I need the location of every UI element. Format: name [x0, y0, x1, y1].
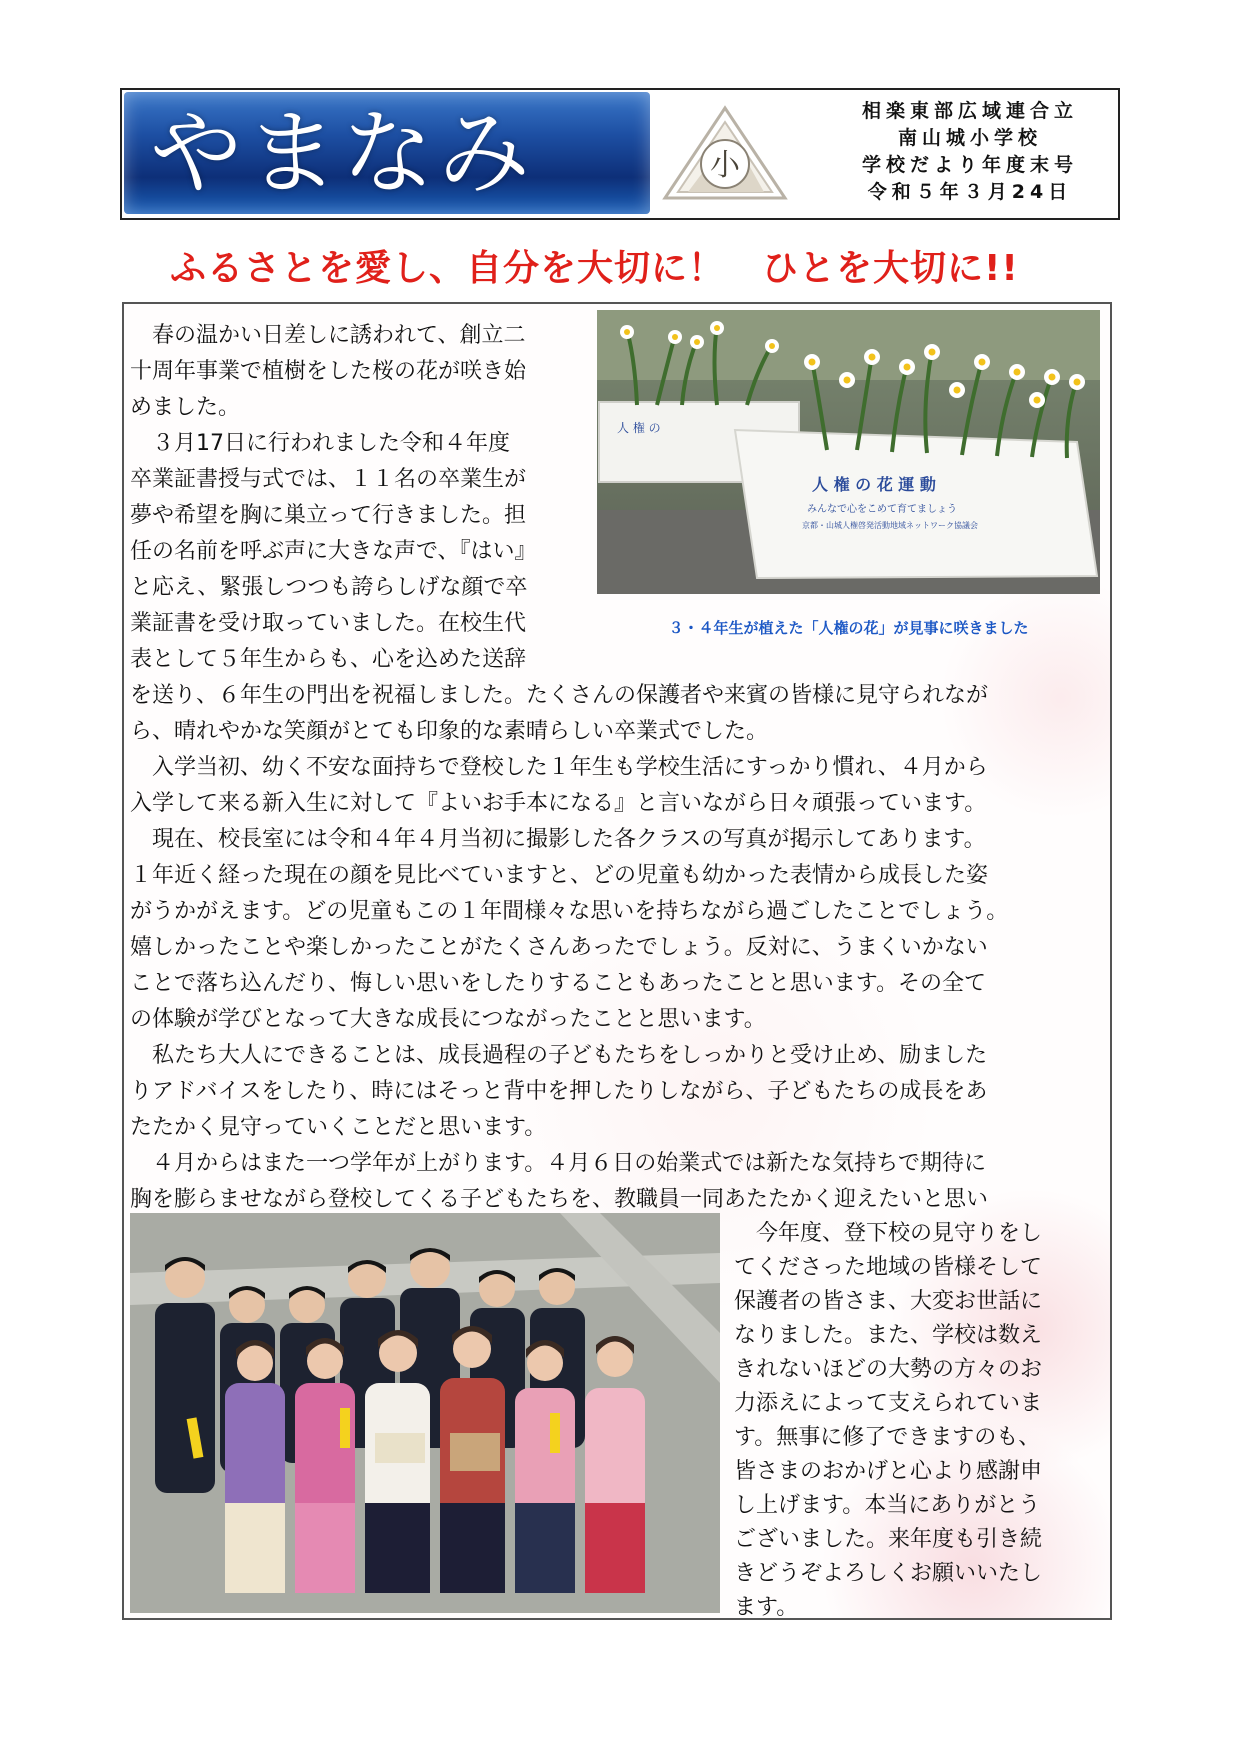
- article-line: 入学当初、幼く不安な面持ちで登校した１年生も学校生活にすっかり慣れ、４月から: [130, 755, 988, 780]
- back-planter-label: 人 権 の: [617, 421, 661, 435]
- article-line: りアドバイスをしたり、時にはそっと背中を押したりしながら、子どもたちの成長をあ: [130, 1079, 988, 1104]
- article-line: ら、晴れやかな笑顔がとても印象的な素晴らしい卒業式でした。: [130, 719, 769, 744]
- thanks-line: 力添えによって支えられていま: [734, 1391, 1043, 1416]
- article-intro-line: と応え、緊張しつつも誇らしげな顔で卒: [130, 575, 528, 600]
- thanks-line: きれないほどの大勢の方々のお: [734, 1357, 1043, 1382]
- article-intro-line: 業証書を受け取っていました。在校生代: [130, 611, 527, 636]
- thanks-line: きどうぞよろしくお願いいたし: [734, 1561, 1043, 1586]
- graduates-group-photo: [130, 1213, 720, 1613]
- school-info: [830, 98, 1110, 210]
- article-line: 私たち大人にできることは、成長過程の子どもたちをしっかりと受け止め、励ました: [130, 1043, 988, 1068]
- thanks-line: す。無事に修了できますのも、: [734, 1425, 1041, 1450]
- article-intro-line: 春の温かい日差しに誘われて、創立二: [130, 323, 526, 348]
- article-line: ４月からはまた一つ学年が上がります。４月６日の始業式では新たな気持ちで期待に: [130, 1151, 987, 1176]
- article-line: たたかく見守っていくことだと思います。: [130, 1115, 547, 1140]
- article-line: 入学して来る新入生に対して『よいお手本になる』と言いながら日々頑張っています。: [130, 791, 987, 816]
- article-intro-line: 卒業証書授与式では、１１名の卒業生が: [130, 467, 527, 492]
- thanks-line: し上げます。本当にありがとう: [734, 1493, 1041, 1518]
- issue-name: 学校だより年度末号: [861, 154, 1078, 176]
- issue-date: 令和５年３月24日: [867, 181, 1073, 203]
- photo-caption: ３・４年生が植えた「人権の花」が見事に咲きました: [668, 619, 1029, 637]
- planter-label-sub: みんなで心をこめて育てましょう: [807, 504, 957, 515]
- article-line: がうかがえます。どの児童もこの１年間様々な思いを持ちながら過ごしたことでしょう。: [130, 899, 1009, 924]
- article-line: 胸を膨らませながら登校してくる子どもたちを、教職員一同あたたかく迎えたいと思い: [130, 1187, 989, 1212]
- planter-label-main: 人 権 の 花 運 動: [812, 475, 936, 494]
- article-line: 現在、校長室には令和４年４月当初に撮影した各クラスの写真が掲示してあります。: [130, 827, 986, 852]
- planter-label-org: 京都・山城人権啓発活動地域ネットワーク協議会: [802, 521, 978, 530]
- article-line: 嬉しかったことや楽しかったことがたくさんあったでしょう。反対に、うまくいかない: [130, 935, 988, 960]
- thanks-line: 皆さまのおかげと心より感謝申: [734, 1459, 1043, 1484]
- flower-planter-photo: [597, 310, 1100, 594]
- thanks-line: ございました。来年度も引き続: [734, 1527, 1043, 1552]
- article-intro-line: 夢や希望を胸に巣立って行きました。担: [130, 503, 527, 528]
- thanks-line: 今年度、登下校の見守りをし: [734, 1221, 1043, 1246]
- newsletter-title: やまなみ: [150, 100, 535, 207]
- article-intro-line: 十周年事業で植樹をした桜の花が咲き始: [130, 359, 527, 384]
- article-line: １年近く経った現在の顔を見比べていますと、どの児童も幼かった表情から成長した姿: [130, 863, 989, 888]
- article-intro-line: ３月17日に行われました令和４年度: [130, 431, 510, 456]
- thanks-line: なりました。また、学校は数え: [734, 1323, 1043, 1348]
- school-name: 南山城小学校: [897, 127, 1042, 149]
- emblem-char: 小: [710, 148, 740, 183]
- article-intro-line: 表として５年生からも、心を込めた送辞: [130, 647, 527, 672]
- article-line: ことで落ち込んだり、悔しい思いをしたりすることもあったことと思います。その全て: [130, 971, 987, 996]
- school-motto: ふるさとを愛し、自分を大切に！ ひとを大切に!!: [170, 248, 1019, 289]
- school-emblem-icon: [660, 100, 790, 210]
- thanks-line: ます。: [734, 1595, 799, 1620]
- school-affiliation: 相楽東部広域連合立: [861, 100, 1078, 122]
- article-intro-line: めました。: [130, 395, 241, 420]
- thanks-line: てくださった地域の皆様そして: [734, 1255, 1043, 1280]
- article-line: を送り、６年生の門出を祝福しました。たくさんの保護者や来賓の皆様に見守られなが: [130, 683, 989, 708]
- article-intro-line: 任の名前を呼ぶ声に大きな声で、『はい』: [130, 539, 537, 564]
- thanks-line: 保護者の皆さま、大変お世話に: [734, 1289, 1043, 1314]
- article-line: の体験が学びとなって大きな成長につながったことと思います。: [130, 1007, 766, 1032]
